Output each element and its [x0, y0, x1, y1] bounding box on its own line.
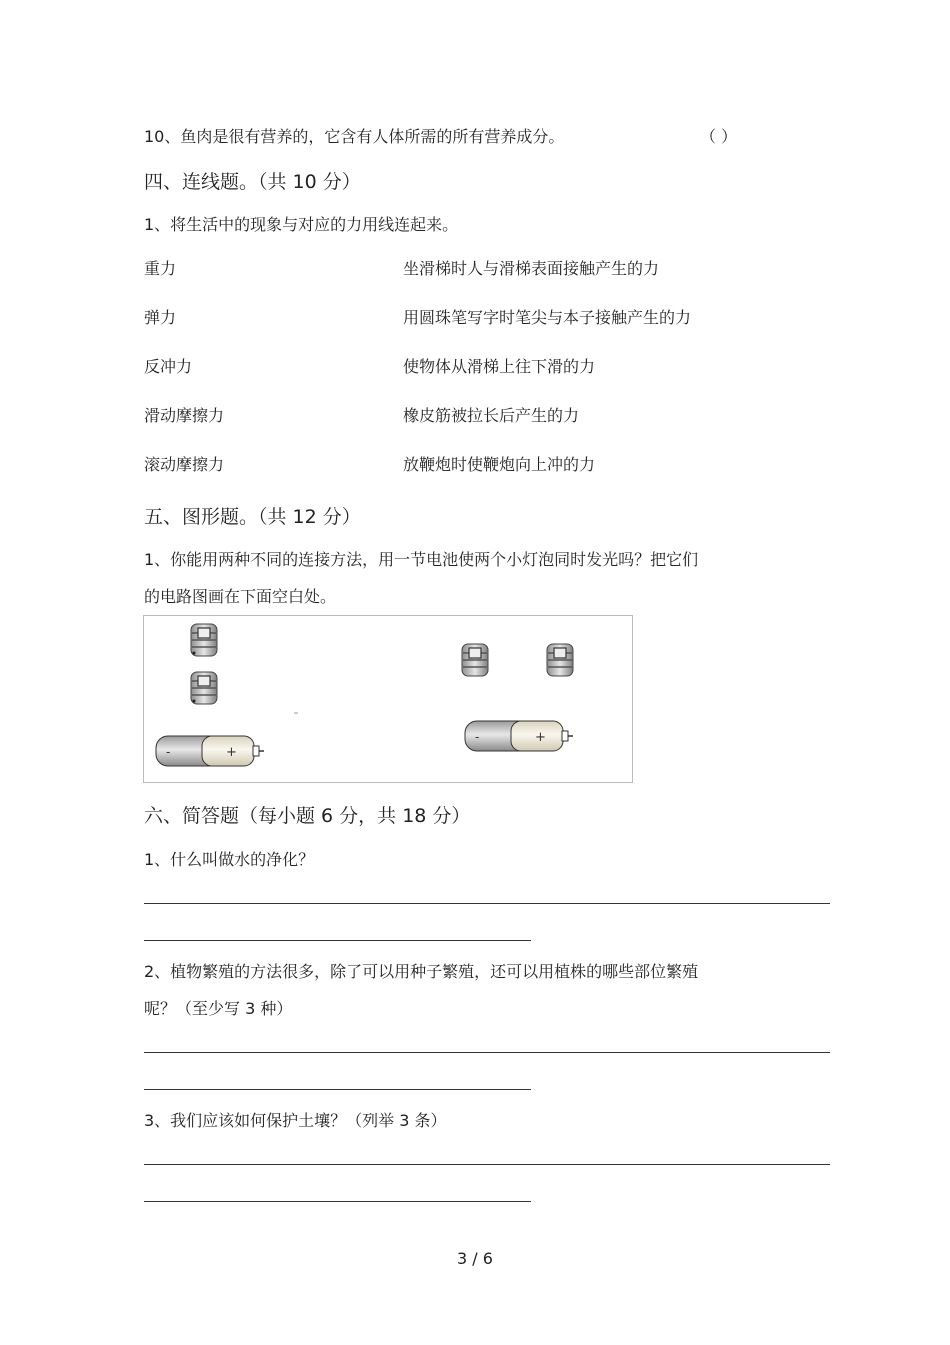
force-item-4: 滑动摩擦力 [144, 406, 225, 425]
answer-line[interactable] [144, 1052, 830, 1053]
phenomenon-item-2: 用圆珠笔写字时笔尖与本子接触产生的力 [403, 308, 692, 327]
battery-icon [465, 721, 573, 751]
section-4-question-1: 1、将生活中的现象与对应的力用线连起来。 [144, 215, 459, 234]
question-10: 10、鱼肉是很有营养的，它含有人体所需的所有营养成分。 [144, 127, 565, 146]
section-5-question-1-line-2: 的电路图画在下面空白处。 [144, 587, 337, 606]
force-item-2: 弹力 [144, 308, 177, 327]
answer-line[interactable] [144, 940, 531, 941]
circuit-figure [143, 615, 633, 783]
section-6-question-3: 3、我们应该如何保护土壤？（列举 3 条） [144, 1111, 447, 1130]
phenomenon-item-3: 使物体从滑梯上往下滑的力 [403, 357, 596, 376]
force-item-5: 滚动摩擦力 [144, 455, 225, 474]
section-6-title: 六、简答题（每小题 6 分，共 18 分） [144, 805, 471, 827]
battery-plus-label: + [535, 730, 546, 745]
battery-icon [156, 736, 264, 766]
section-4-title: 四、连线题。（共 10 分） [144, 171, 361, 193]
answer-line[interactable] [144, 1201, 531, 1202]
bulb-icon [547, 644, 573, 676]
answer-line[interactable] [144, 1089, 531, 1090]
battery-plus-label: + [226, 745, 237, 760]
section-6-question-2-line-1: 2、植物繁殖的方法很多，除了可以用种子繁殖，还可以用植株的哪些部位繁殖 [144, 962, 699, 981]
page-number: 3 / 6 [457, 1249, 493, 1268]
force-item-3: 反冲力 [144, 357, 193, 376]
bulb-icon [191, 624, 217, 656]
battery-minus-label: - [475, 730, 480, 744]
section-5-title: 五、图形题。（共 12 分） [144, 506, 361, 528]
battery-minus-label: - [166, 745, 171, 759]
phenomenon-item-4: 橡皮筋被拉长后产生的力 [403, 406, 580, 425]
force-item-1: 重力 [144, 259, 177, 278]
section-6-question-2-line-2: 呢？（至少写 3 种） [144, 999, 293, 1018]
answer-parentheses: （ ） [700, 127, 738, 146]
bulb-icon [462, 644, 488, 676]
answer-line[interactable] [144, 1164, 830, 1165]
answer-line[interactable] [144, 903, 830, 904]
bulb-icon [191, 672, 217, 704]
phenomenon-item-1: 坐滑梯时人与滑梯表面接触产生的力 [403, 259, 660, 278]
section-6-question-1: 1、什么叫做水的净化？ [144, 850, 315, 869]
section-5-question-1-line-1: 1、你能用两种不同的连接方法，用一节电池使两个小灯泡同时发光吗？把它们 [144, 550, 699, 569]
phenomenon-item-5: 放鞭炮时使鞭炮向上冲的力 [403, 455, 596, 474]
